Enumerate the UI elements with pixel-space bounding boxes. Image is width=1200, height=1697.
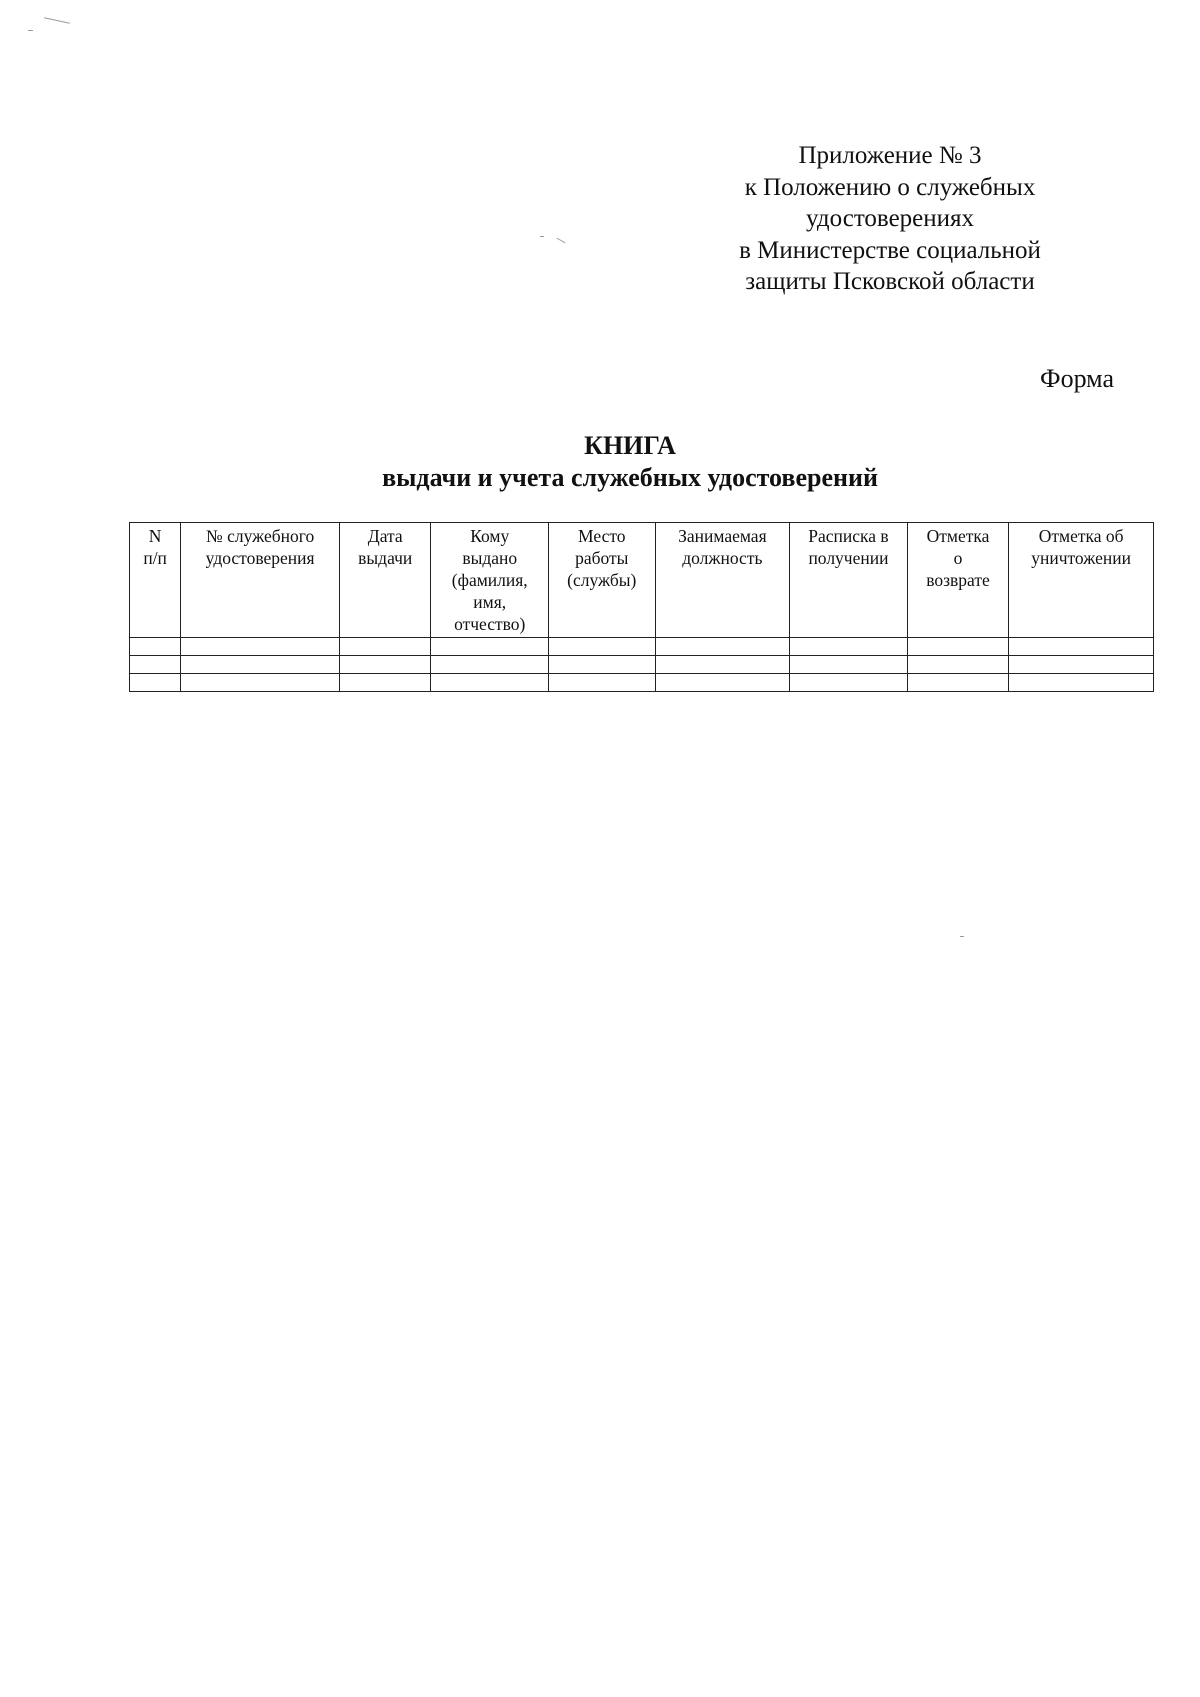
column-header-line: получении	[808, 548, 889, 568]
document-title-line1: КНИГА	[584, 431, 676, 460]
column-header	[907, 523, 1008, 638]
appendix-line: к Положению о служебных	[744, 173, 1036, 201]
column-header-line: п/п	[143, 548, 167, 568]
appendix-line: удостоверениях	[805, 205, 975, 232]
column-header-line: (службы)	[567, 570, 637, 590]
table-cell[interactable]	[790, 656, 908, 674]
table-cell[interactable]	[790, 638, 908, 656]
column-header-line: должность	[682, 548, 763, 568]
column-header-line: удостоверения	[205, 548, 315, 568]
appendix-line: Приложение № 3	[798, 142, 982, 169]
column-header-line: возврате	[926, 570, 990, 590]
table-cell[interactable]	[130, 638, 181, 656]
table-cell[interactable]	[431, 656, 549, 674]
column-header-line: Кому	[470, 526, 510, 546]
table-cell[interactable]	[340, 656, 431, 674]
column-header-line: N	[148, 526, 162, 546]
table-cell[interactable]	[340, 674, 431, 692]
column-header-line: уничтожении	[1031, 548, 1131, 568]
table-cell[interactable]	[655, 674, 790, 692]
table-cell[interactable]	[431, 638, 549, 656]
table-cell[interactable]	[1009, 674, 1154, 692]
column-header	[431, 523, 549, 638]
column-header-line: Отметка об	[1038, 526, 1124, 546]
table-row	[130, 656, 1154, 674]
form-label: Форма	[1040, 364, 1114, 393]
column-header-line: отчество)	[454, 614, 526, 634]
table-cell[interactable]	[790, 674, 908, 692]
appendix-line: в Министерстве социальной	[739, 236, 1041, 264]
column-header-line: имя,	[473, 592, 507, 612]
column-header-line: Место	[578, 526, 626, 546]
scan-speck	[960, 936, 964, 937]
table-row	[130, 674, 1154, 692]
table-cell[interactable]	[1009, 638, 1154, 656]
table-cell[interactable]	[130, 674, 181, 692]
scan-speck	[556, 238, 565, 244]
table-cell[interactable]	[907, 656, 1008, 674]
table-cell[interactable]	[1009, 656, 1154, 674]
column-header-line: Дата	[367, 526, 403, 546]
table-row	[130, 638, 1154, 656]
column-header	[549, 523, 656, 638]
column-header	[655, 523, 790, 638]
column-header-line: выдачи	[358, 548, 413, 568]
table-cell[interactable]	[655, 638, 790, 656]
document-title-line2: выдачи и учета служебных удостоверений	[382, 463, 878, 492]
column-header-line: Занимаемая	[678, 526, 767, 546]
appendix-note	[690, 140, 1090, 298]
scan-speck	[28, 30, 33, 31]
table-cell[interactable]	[549, 656, 656, 674]
column-header-line: о	[953, 548, 963, 568]
table-cell[interactable]	[130, 656, 181, 674]
table-cell[interactable]	[907, 638, 1008, 656]
column-header-line: (фамилия,	[451, 570, 528, 590]
document-title	[0, 430, 1200, 494]
table-cell[interactable]	[549, 674, 656, 692]
table-cell[interactable]	[907, 674, 1008, 692]
column-header-line: Отметка	[926, 526, 990, 546]
table-cell[interactable]	[549, 638, 656, 656]
appendix-line: защиты Псковской области	[745, 268, 1035, 295]
column-header	[181, 523, 340, 638]
column-header	[790, 523, 908, 638]
table-cell[interactable]	[181, 656, 340, 674]
table-body	[130, 638, 1154, 692]
column-header-line: работы	[575, 548, 629, 568]
column-header-line: Расписка в	[808, 526, 889, 546]
column-header	[340, 523, 431, 638]
column-header-line: выдано	[462, 548, 518, 568]
header-row	[130, 523, 1154, 638]
table-cell[interactable]	[181, 638, 340, 656]
register-table	[129, 522, 1154, 692]
column-header-line: № служебного	[206, 526, 315, 546]
column-header	[1009, 523, 1154, 638]
scan-speck	[540, 236, 544, 237]
column-header	[130, 523, 181, 638]
table-cell[interactable]	[181, 674, 340, 692]
table-cell[interactable]	[340, 638, 431, 656]
table-cell[interactable]	[655, 656, 790, 674]
table-cell[interactable]	[431, 674, 549, 692]
scan-speck	[44, 17, 70, 23]
